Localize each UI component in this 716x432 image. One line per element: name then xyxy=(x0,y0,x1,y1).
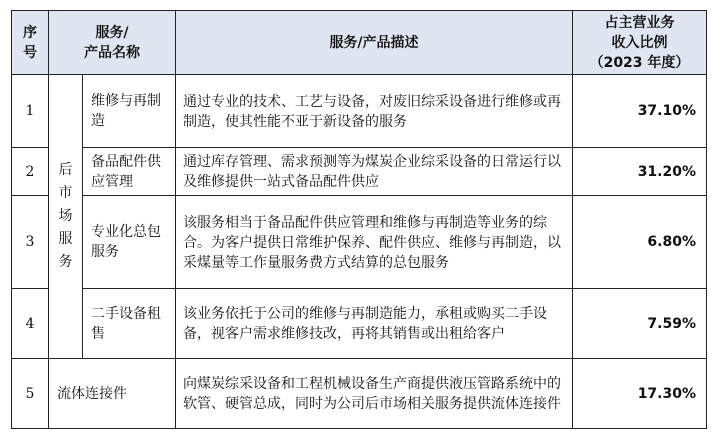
service-description: 该业务依托于公司的维修与再制造能力，承租或购买二手设备，视客户需求维修技改，再将其销售或出租给客户 xyxy=(176,289,573,359)
service-description: 通过库存管理、需求预测等为煤炭企业综采设备的日常运行以及维修提供一站式备品配件供应 xyxy=(176,148,573,196)
row-number: 5 xyxy=(12,359,49,429)
service-description: 该服务相当于备品配件供应管理和维修与再制造等业务的综合。为客户提供日常维护保养、配件供应、维修与再制造，以采煤量等工作量服务费方式结算的总包服务 xyxy=(176,196,573,289)
service-description: 向煤炭综采设备和工程机械设备生产商提供液压管路系统中的软管、硬管总成，同时为公司后市场相关服务提供流体连接件 xyxy=(176,359,573,429)
table-row xyxy=(12,196,707,289)
service-description: 通过专业的技术、工艺与设备，对废旧综采设备进行维修或再制造，使其性能不亚于新设备的服务 xyxy=(176,75,573,148)
service-name: 备品配件供应管理 xyxy=(83,148,176,196)
service-name: 维修与再制造 xyxy=(83,75,176,148)
row-number: 1 xyxy=(12,75,49,148)
revenue-share: 7.59% xyxy=(573,289,707,359)
header-seq: 序 号 xyxy=(12,11,49,75)
revenue-share: 17.30% xyxy=(573,359,707,429)
revenue-share: 6.80% xyxy=(573,196,707,289)
table-row xyxy=(12,75,707,148)
table-row xyxy=(12,359,707,429)
header-revenue-share: 占主营业务 收入比例 （2023 年度） xyxy=(573,11,707,75)
service-name: 流体连接件 xyxy=(49,359,176,429)
group-aftermarket-services: 后 市 场 服 务 xyxy=(49,75,83,359)
business-table xyxy=(11,10,707,429)
service-name: 二手设备租售 xyxy=(83,289,176,359)
row-number: 3 xyxy=(12,196,49,289)
revenue-share: 37.10% xyxy=(573,75,707,148)
revenue-share: 31.20% xyxy=(573,148,707,196)
header-description: 服务/产品描述 xyxy=(176,11,573,75)
service-name: 专业化总包服务 xyxy=(83,196,176,289)
row-number: 4 xyxy=(12,289,49,359)
table-row xyxy=(12,289,707,359)
table-row xyxy=(12,148,707,196)
header-service-name: 服务/ 产品名称 xyxy=(49,11,176,75)
row-number: 2 xyxy=(12,148,49,196)
